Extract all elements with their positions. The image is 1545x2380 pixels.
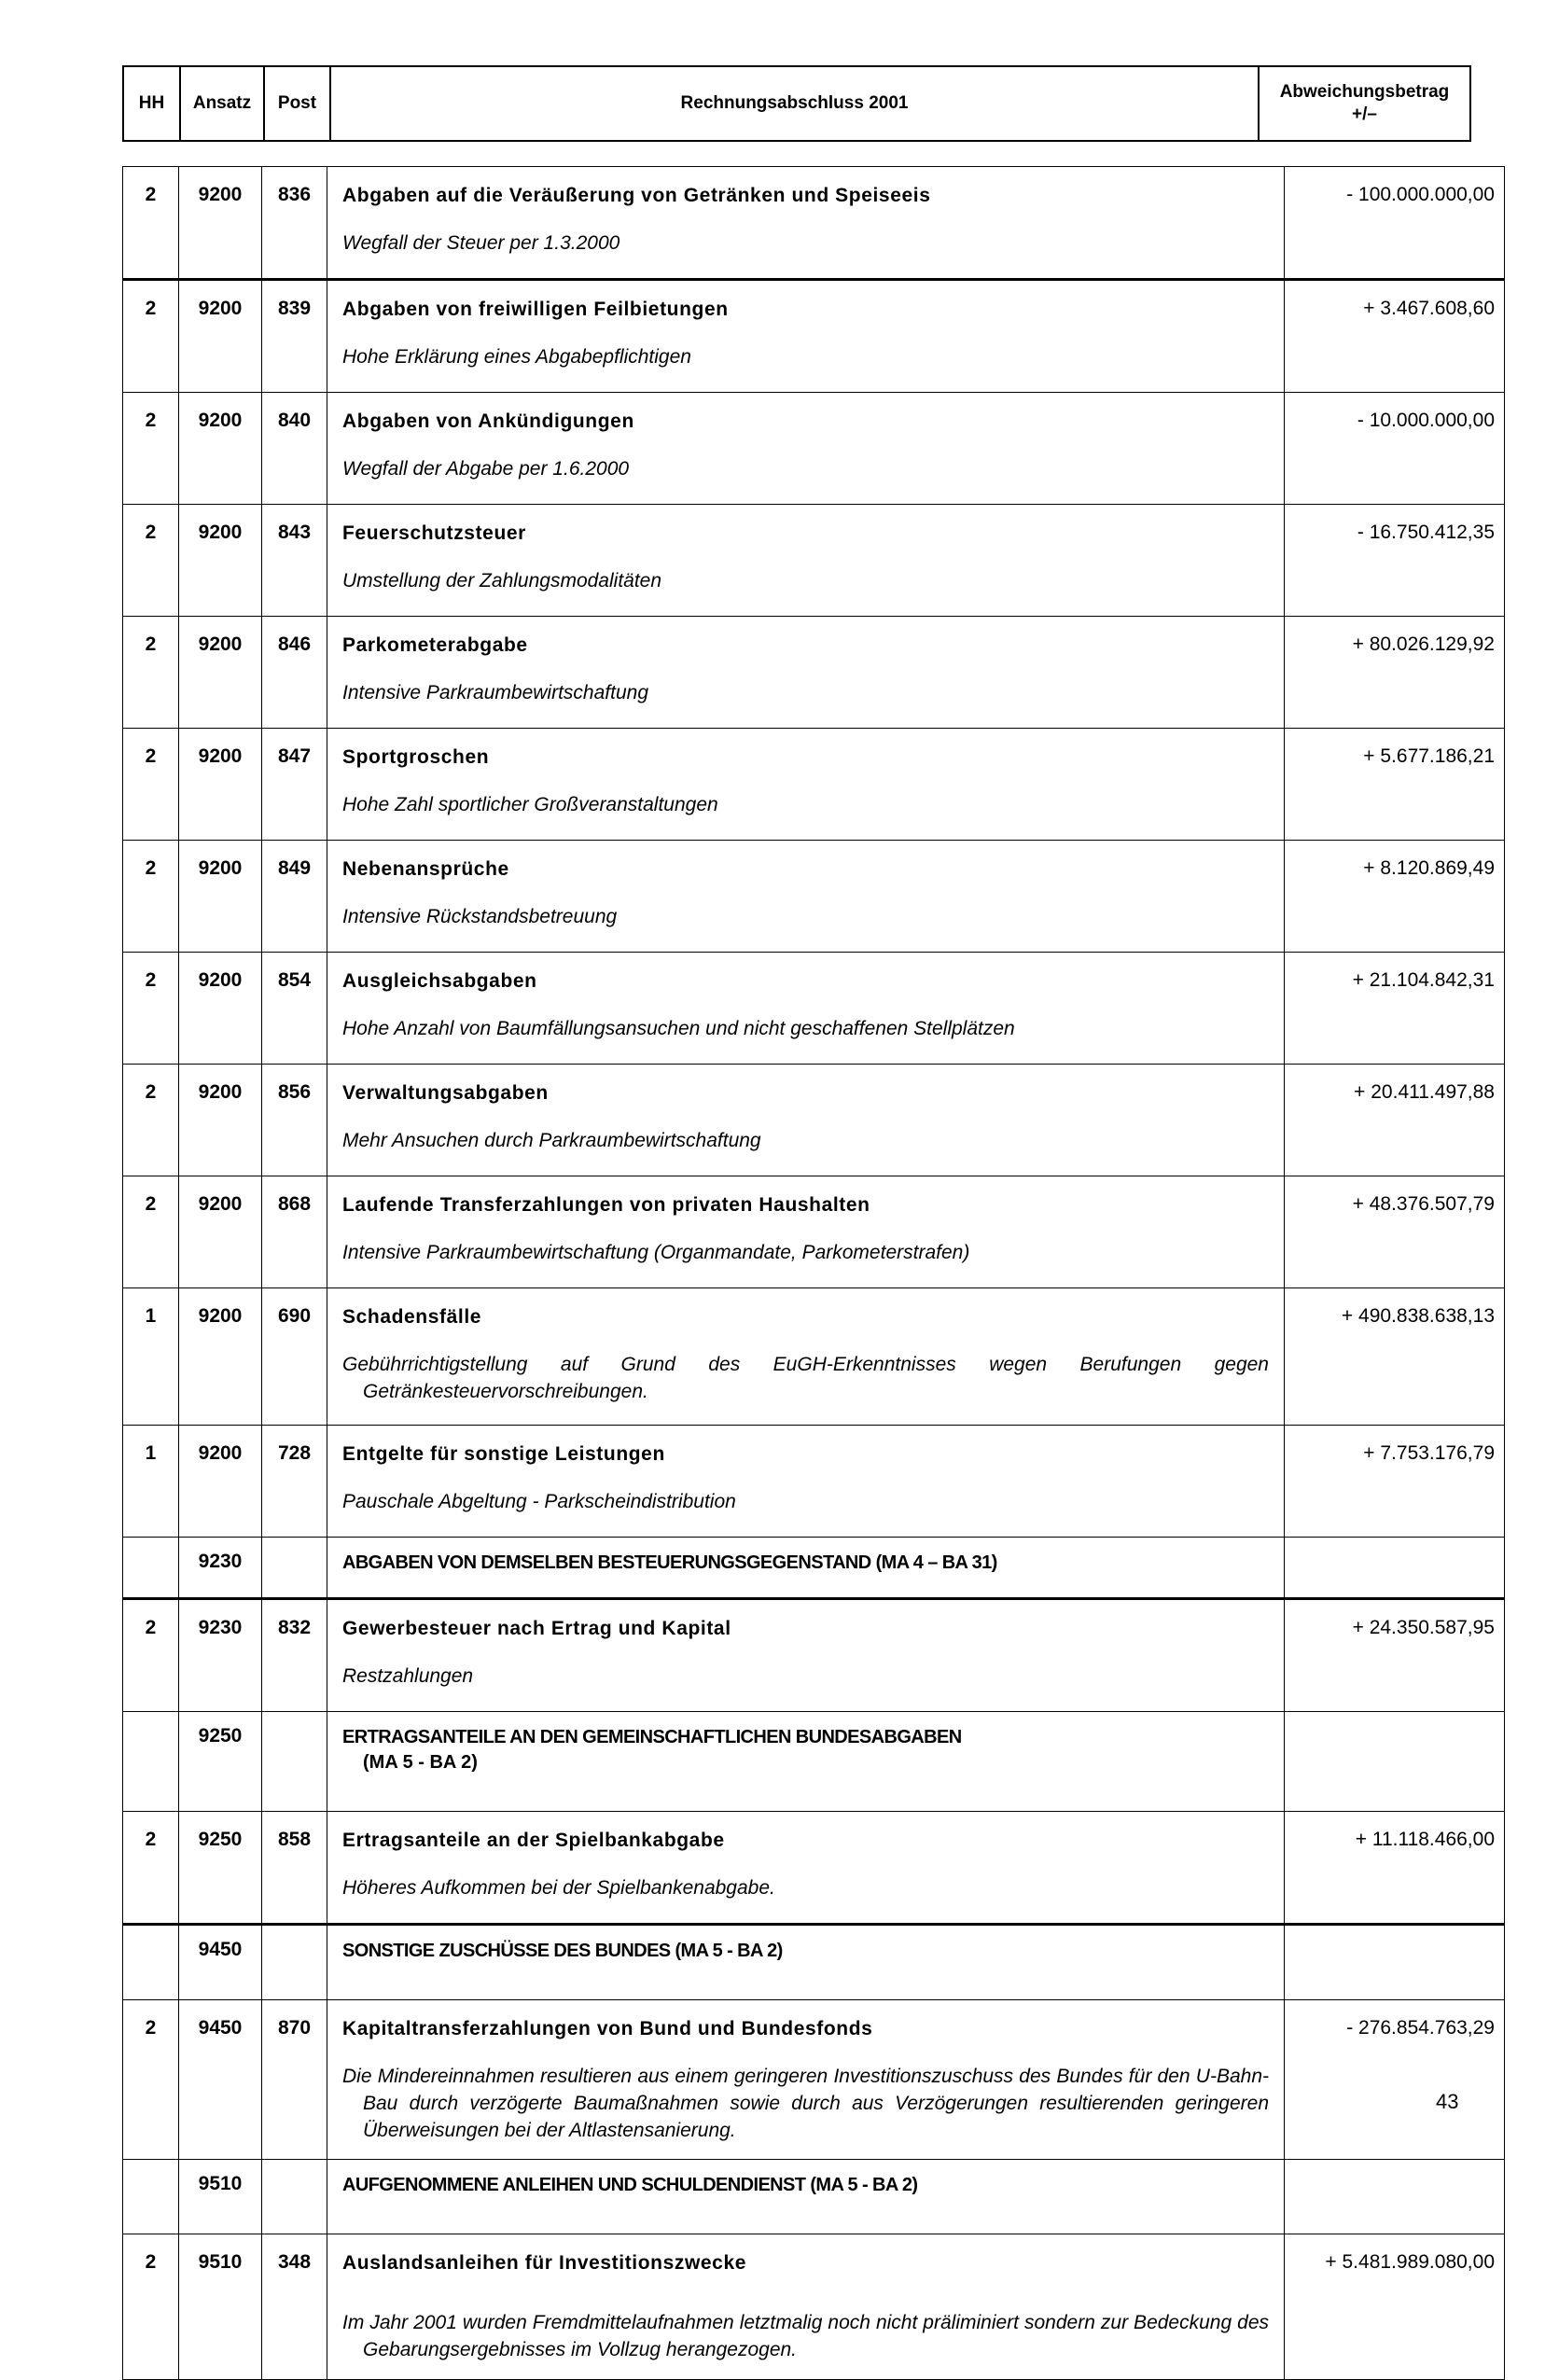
table-row (123, 2000, 1505, 2160)
cell-amount: + 3.467.608,60 (1285, 280, 1505, 393)
cell-hh: 2 (123, 393, 179, 505)
cell-text (327, 617, 1285, 729)
row-description: Hohe Zahl sportlicher Großveranstaltungen (342, 794, 718, 815)
table-row (123, 2234, 1505, 2380)
table-row (123, 280, 1505, 393)
cell-ansatz: 9230 (179, 1538, 262, 1599)
table-row (123, 617, 1505, 729)
cell-text (327, 1538, 1285, 1599)
header-ansatz: Ansatz (180, 66, 264, 141)
cell-ansatz: 9450 (179, 2000, 262, 2160)
table-row (123, 1599, 1505, 1712)
table-row (123, 953, 1505, 1065)
row-title: Gewerbesteuer nach Ertrag und Kapital (342, 1618, 731, 1639)
cell-ansatz: 9250 (179, 1712, 262, 1812)
table-row (123, 729, 1505, 841)
cell-ansatz: 9200 (179, 617, 262, 729)
cell-amount: + 24.350.587,95 (1285, 1599, 1505, 1712)
section-title-line1: ERTRAGSANTEILE AN DEN GEMEINSCHAFTLICHEN BUNDESABGABEN (342, 1727, 962, 1747)
cell-text (327, 2000, 1285, 2160)
cell-amount: + 7.753.176,79 (1285, 1426, 1505, 1538)
section-title (342, 1725, 1269, 1775)
cell-amount: - 276.854.763,29 (1285, 2000, 1505, 2160)
section-title: SONSTIGE ZUSCHÜSSE DES BUNDES (MA 5 - BA 2) (342, 1941, 783, 1961)
cell-amount: + 20.411.497,88 (1285, 1065, 1505, 1176)
row-title: Sportgroschen (342, 746, 490, 768)
row-title: Parkometerabgabe (342, 634, 528, 656)
cell-post (262, 1925, 327, 2000)
cell-post: 836 (262, 167, 327, 280)
cell-post: 858 (262, 1812, 327, 1925)
row-title: Nebenansprüche (342, 858, 509, 880)
cell-post (262, 1712, 327, 1812)
cell-post: 870 (262, 2000, 327, 2160)
cell-ansatz: 9230 (179, 1599, 262, 1712)
row-description: Pauschale Abgeltung - Parkscheindistribution (342, 1491, 736, 1512)
cell-ansatz: 9510 (179, 2234, 262, 2380)
cell-hh: 2 (123, 280, 179, 393)
cell-text (327, 1599, 1285, 1712)
cell-hh: 2 (123, 1599, 179, 1712)
cell-post (262, 1538, 327, 1599)
row-description: Höheres Aufkommen bei der Spielbankenabgabe. (342, 1877, 775, 1899)
cell-hh: 2 (123, 1176, 179, 1288)
row-description: Restzahlungen (342, 1665, 474, 1687)
section-title-line2: (MA 5 - BA 2) (363, 1752, 478, 1773)
cell-amount (1285, 1712, 1505, 1812)
cell-hh (123, 1538, 179, 1599)
table-row (123, 505, 1505, 617)
cell-post: 832 (262, 1599, 327, 1712)
row-description: Intensive Rückstandsbetreuung (342, 906, 618, 927)
table-row (123, 1426, 1505, 1538)
cell-text (327, 2160, 1285, 2234)
cell-amount (1285, 1538, 1505, 1599)
row-title: Feuerschutzsteuer (342, 522, 526, 544)
cell-amount: + 80.026.129,92 (1285, 617, 1505, 729)
row-title: Abgaben auf die Veräußerung von Getränken und Speiseeis (342, 185, 931, 206)
row-title: Auslandsanleihen für Investitionszwecke (342, 2252, 747, 2274)
cell-amount: - 100.000.000,00 (1285, 167, 1505, 280)
header-post: Post (264, 66, 330, 141)
table-row (123, 167, 1505, 280)
row-description: Hohe Erklärung eines Abgabepflichtigen (342, 346, 691, 368)
row-description: Umstellung der Zahlungsmodalitäten (342, 570, 662, 592)
header-title: Rechnungsabschluss 2001 (330, 66, 1259, 141)
cell-post: 843 (262, 505, 327, 617)
cell-ansatz: 9200 (179, 1065, 262, 1176)
table-row (123, 1288, 1505, 1426)
cell-hh: 2 (123, 167, 179, 280)
cell-text (327, 729, 1285, 841)
cell-ansatz: 9250 (179, 1812, 262, 1925)
cell-hh: 1 (123, 1426, 179, 1538)
cell-text (327, 1288, 1285, 1426)
cell-post: 849 (262, 841, 327, 953)
cell-amount: - 16.750.412,35 (1285, 505, 1505, 617)
row-title: Ertragsanteile an der Spielbankabgabe (342, 1830, 725, 1851)
header-hh: HH (123, 66, 180, 141)
row-description: Im Jahr 2001 wurden Fremdmittelaufnahmen letztmalig noch nicht präliminiert sondern zur Bedeckung des Gebarungsergebnisses im Vollzug herangezogen. (342, 2312, 1269, 2360)
cell-hh (123, 2160, 179, 2234)
cell-amount: + 5.677.186,21 (1285, 729, 1505, 841)
cell-text (327, 505, 1285, 617)
cell-amount: + 21.104.842,31 (1285, 953, 1505, 1065)
cell-amount: + 490.838.638,13 (1285, 1288, 1505, 1426)
cell-post: 348 (262, 2234, 327, 2380)
cell-hh: 2 (123, 1065, 179, 1176)
cell-hh: 2 (123, 729, 179, 841)
budget-table (122, 166, 1505, 2380)
cell-ansatz: 9200 (179, 1288, 262, 1426)
cell-ansatz: 9200 (179, 1426, 262, 1538)
cell-hh: 2 (123, 505, 179, 617)
cell-amount (1285, 1925, 1505, 2000)
cell-ansatz: 9200 (179, 505, 262, 617)
cell-text (327, 2234, 1285, 2380)
page-number: 43 (1436, 2090, 1459, 2113)
cell-text (327, 167, 1285, 280)
cell-amount (1285, 2160, 1505, 2234)
row-title: Kapitaltransferzahlungen von Bund und Bundesfonds (342, 2018, 873, 2039)
row-description: Gebührrichtigstellung auf Grund des EuGH-Erkenntnisses wegen Berufungen gegen Getränkesteuervorschreibungen. (342, 1354, 1269, 1402)
table-row (123, 1176, 1505, 1288)
header-amount-line2: +/– (1352, 104, 1377, 124)
table-row (123, 393, 1505, 505)
cell-post: 868 (262, 1176, 327, 1288)
row-description: Hohe Anzahl von Baumfällungsansuchen und nicht geschaffenen Stellplätzen (342, 1018, 1015, 1039)
cell-post (262, 2160, 327, 2234)
cell-hh: 2 (123, 617, 179, 729)
section-row (123, 1925, 1505, 2000)
cell-text (327, 953, 1285, 1065)
cell-hh (123, 1925, 179, 2000)
cell-text (327, 841, 1285, 953)
cell-hh: 2 (123, 1812, 179, 1925)
section-row (123, 1538, 1505, 1599)
section-row (123, 2160, 1505, 2234)
cell-ansatz: 9510 (179, 2160, 262, 2234)
section-row (123, 1712, 1505, 1812)
cell-ansatz: 9200 (179, 953, 262, 1065)
row-title: Entgelte für sonstige Leistungen (342, 1443, 665, 1465)
cell-ansatz: 9200 (179, 167, 262, 280)
section-title: ABGABEN VON DEMSELBEN BESTEUERUNGSGEGENSTAND (MA 4 – BA 31) (342, 1552, 997, 1573)
table-row (123, 1812, 1505, 1925)
row-description: Intensive Parkraumbewirtschaftung (Organmandate, Parkometerstrafen) (342, 1242, 970, 1263)
row-title: Abgaben von Ankündigungen (342, 411, 634, 432)
row-title: Verwaltungsabgaben (342, 1082, 549, 1104)
cell-post: 728 (262, 1426, 327, 1538)
cell-post: 847 (262, 729, 327, 841)
row-title: Laufende Transferzahlungen von privaten Haushalten (342, 1194, 870, 1216)
row-description: Wegfall der Steuer per 1.3.2000 (342, 232, 620, 254)
header-amount (1259, 66, 1470, 141)
cell-amount: + 8.120.869,49 (1285, 841, 1505, 953)
cell-hh: 2 (123, 953, 179, 1065)
header-amount-line1: Abweichungsbetrag (1279, 82, 1450, 102)
row-description: Die Mindereinnahmen resultieren aus einem geringeren Investitionszuschuss des Bundes für den U-Bahn-Bau durch verzögerte Baumaßnahmen sowie durch aus Verzögerungen resultierenden geringeren Überweisungen bei der Altlastensanierung. (342, 2066, 1269, 2141)
cell-amount: - 10.000.000,00 (1285, 393, 1505, 505)
row-description: Wegfall der Abgabe per 1.6.2000 (342, 458, 630, 480)
header-table (122, 65, 1471, 142)
row-title: Ausgleichsabgaben (342, 970, 537, 992)
cell-post: 856 (262, 1065, 327, 1176)
cell-text (327, 1176, 1285, 1288)
cell-text (327, 1065, 1285, 1176)
cell-ansatz: 9200 (179, 729, 262, 841)
cell-hh: 2 (123, 841, 179, 953)
section-title: AUFGENOMMENE ANLEIHEN UND SCHULDENDIENST (MA 5 - BA 2) (342, 2175, 918, 2195)
cell-ansatz: 9450 (179, 1925, 262, 2000)
cell-hh (123, 1712, 179, 1812)
cell-amount: + 48.376.507,79 (1285, 1176, 1505, 1288)
cell-ansatz: 9200 (179, 1176, 262, 1288)
cell-hh: 2 (123, 2000, 179, 2160)
cell-text (327, 1925, 1285, 2000)
table-row (123, 1065, 1505, 1176)
cell-amount: + 11.118.466,00 (1285, 1812, 1505, 1925)
row-description: Intensive Parkraumbewirtschaftung (342, 682, 648, 703)
cell-ansatz: 9200 (179, 280, 262, 393)
cell-amount: + 5.481.989.080,00 (1285, 2234, 1505, 2380)
cell-hh: 1 (123, 1288, 179, 1426)
cell-post: 839 (262, 280, 327, 393)
cell-hh: 2 (123, 2234, 179, 2380)
cell-text (327, 280, 1285, 393)
cell-post: 846 (262, 617, 327, 729)
cell-text (327, 1426, 1285, 1538)
cell-text (327, 1812, 1285, 1925)
table-row (123, 841, 1505, 953)
cell-ansatz: 9200 (179, 393, 262, 505)
cell-text (327, 1712, 1285, 1812)
cell-post: 854 (262, 953, 327, 1065)
cell-text (327, 393, 1285, 505)
row-title: Abgaben von freiwilligen Feilbietungen (342, 299, 729, 320)
cell-post: 690 (262, 1288, 327, 1426)
cell-post: 840 (262, 393, 327, 505)
cell-ansatz: 9200 (179, 841, 262, 953)
row-title: Schadensfälle (342, 1306, 482, 1328)
row-description: Mehr Ansuchen durch Parkraumbewirtschaftung (342, 1130, 761, 1151)
